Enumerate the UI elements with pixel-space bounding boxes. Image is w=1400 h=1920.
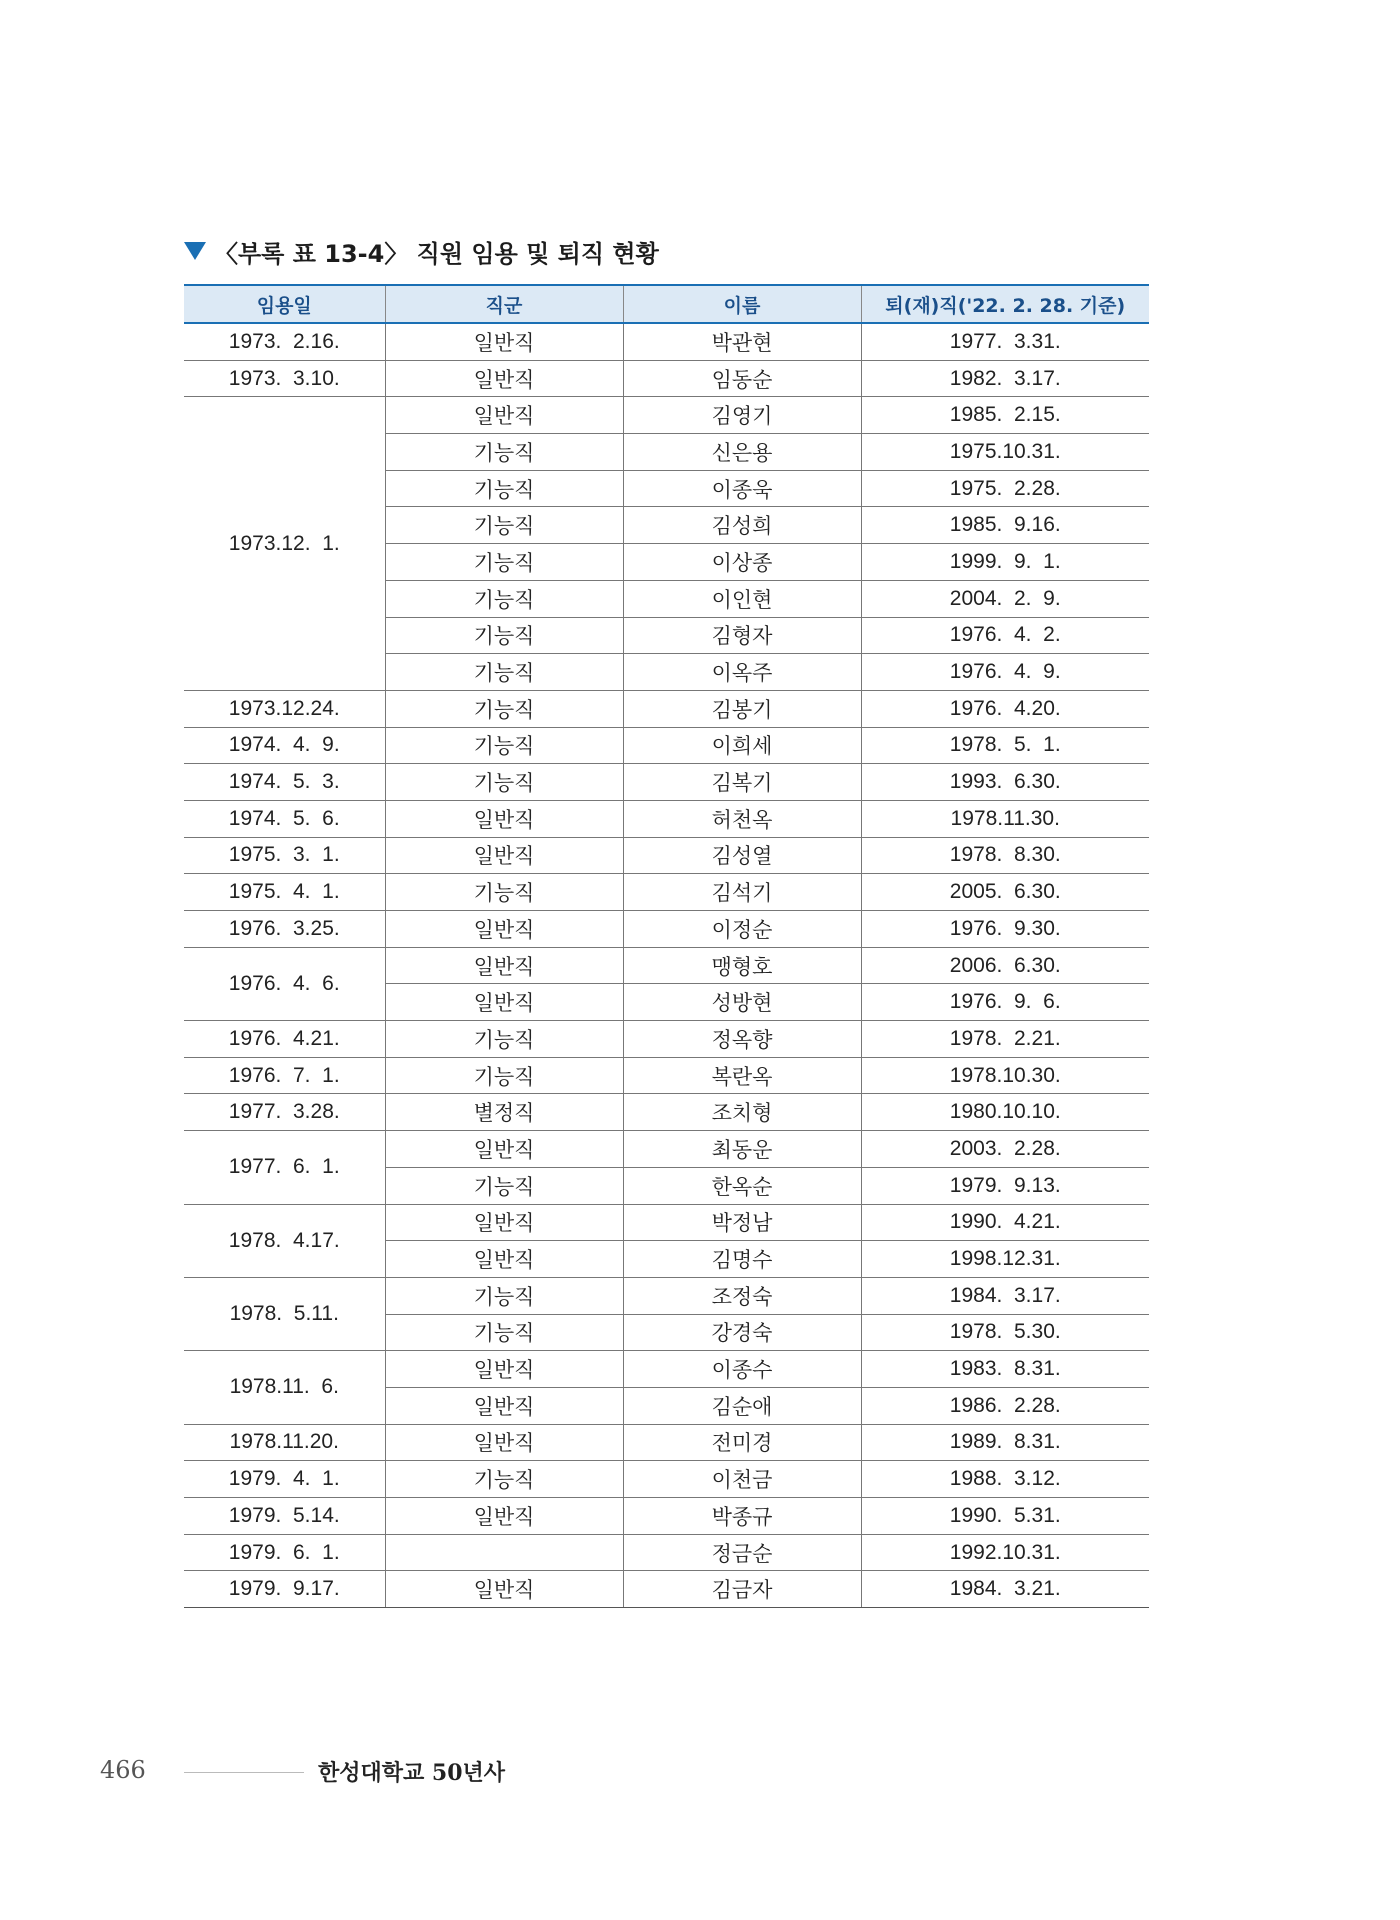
appointment-date-cell: 1978. 5.11. bbox=[184, 1277, 385, 1350]
appointment-date-cell: 1974. 4. 9. bbox=[184, 727, 385, 764]
job-group-cell: 일반직 bbox=[385, 360, 623, 397]
table-row bbox=[184, 1021, 1149, 1058]
table-row bbox=[184, 1277, 1149, 1314]
name-cell: 이정순 bbox=[623, 911, 861, 948]
job-group-cell: 기능직 bbox=[385, 1314, 623, 1351]
appointment-date-cell: 1978.11. 6. bbox=[184, 1351, 385, 1424]
name-cell: 이천금 bbox=[623, 1461, 861, 1498]
retirement-date-cell: 1976. 9.30. bbox=[861, 911, 1149, 948]
table-row bbox=[184, 690, 1149, 727]
name-cell: 김봉기 bbox=[623, 690, 861, 727]
job-group-cell: 기능직 bbox=[385, 544, 623, 581]
retirement-date-cell: 1978. 8.30. bbox=[861, 837, 1149, 874]
retirement-date-cell: 1992.10.31. bbox=[861, 1534, 1149, 1571]
name-cell: 이옥주 bbox=[623, 654, 861, 691]
name-cell: 박종규 bbox=[623, 1498, 861, 1535]
table-row bbox=[184, 1094, 1149, 1131]
job-group-cell: 일반직 bbox=[385, 1498, 623, 1535]
appointment-date-cell: 1979. 6. 1. bbox=[184, 1534, 385, 1571]
retirement-date-cell: 1998.12.31. bbox=[861, 1241, 1149, 1278]
name-cell: 김성희 bbox=[623, 507, 861, 544]
appointment-date-cell: 1973. 3.10. bbox=[184, 360, 385, 397]
job-group-cell: 일반직 bbox=[385, 984, 623, 1021]
job-group-cell: 일반직 bbox=[385, 837, 623, 874]
table-title-text: 〈부록 표 13-4〉 직원 임용 및 퇴직 현황 bbox=[214, 239, 659, 268]
appointment-date-cell: 1976. 4. 6. bbox=[184, 947, 385, 1020]
retirement-date-cell: 2005. 6.30. bbox=[861, 874, 1149, 911]
table-row bbox=[184, 397, 1149, 434]
name-cell: 복란옥 bbox=[623, 1057, 861, 1094]
name-cell: 이희세 bbox=[623, 727, 861, 764]
header-retirement: 퇴(재)직('22. 2. 28. 기준) bbox=[861, 285, 1149, 323]
table-row bbox=[184, 1498, 1149, 1535]
job-group-cell: 일반직 bbox=[385, 947, 623, 984]
name-cell: 전미경 bbox=[623, 1424, 861, 1461]
page-number: 466 bbox=[100, 1756, 146, 1784]
header-job-group: 직군 bbox=[385, 285, 623, 323]
retirement-date-cell: 2004. 2. 9. bbox=[861, 580, 1149, 617]
retirement-date-cell: 1984. 3.21. bbox=[861, 1571, 1149, 1608]
retirement-date-cell: 1986. 2.28. bbox=[861, 1387, 1149, 1424]
job-group-cell: 일반직 bbox=[385, 1424, 623, 1461]
table-title bbox=[184, 233, 659, 269]
retirement-date-cell: 1976. 4.20. bbox=[861, 690, 1149, 727]
job-group-cell: 기능직 bbox=[385, 507, 623, 544]
retirement-date-cell: 1978. 5.30. bbox=[861, 1314, 1149, 1351]
appointment-date-cell: 1976. 3.25. bbox=[184, 911, 385, 948]
name-cell: 김성열 bbox=[623, 837, 861, 874]
job-group-cell: 일반직 bbox=[385, 1387, 623, 1424]
table-header-row bbox=[184, 285, 1149, 323]
table-row bbox=[184, 1131, 1149, 1168]
retirement-date-cell: 1985. 9.16. bbox=[861, 507, 1149, 544]
name-cell: 박정남 bbox=[623, 1204, 861, 1241]
table-row bbox=[184, 947, 1149, 984]
triangle-marker-icon bbox=[184, 242, 206, 260]
table-body bbox=[184, 323, 1149, 1608]
job-group-cell: 기능직 bbox=[385, 874, 623, 911]
appointment-date-cell: 1979. 4. 1. bbox=[184, 1461, 385, 1498]
name-cell: 허천옥 bbox=[623, 800, 861, 837]
retirement-date-cell: 1975. 2.28. bbox=[861, 470, 1149, 507]
footer-divider bbox=[184, 1772, 304, 1773]
retirement-date-cell: 2006. 6.30. bbox=[861, 947, 1149, 984]
job-group-cell: 기능직 bbox=[385, 1277, 623, 1314]
name-cell: 조치형 bbox=[623, 1094, 861, 1131]
book-title: 한성대학교 50년사 bbox=[318, 1760, 506, 1786]
name-cell: 김영기 bbox=[623, 397, 861, 434]
appointment-date-cell: 1975. 3. 1. bbox=[184, 837, 385, 874]
name-cell: 김금자 bbox=[623, 1571, 861, 1608]
retirement-date-cell: 1980.10.10. bbox=[861, 1094, 1149, 1131]
retirement-date-cell: 1990. 5.31. bbox=[861, 1498, 1149, 1535]
retirement-date-cell: 1978.10.30. bbox=[861, 1057, 1149, 1094]
retirement-date-cell: 1976. 4. 9. bbox=[861, 654, 1149, 691]
retirement-date-cell: 1984. 3.17. bbox=[861, 1277, 1149, 1314]
retirement-date-cell: 1983. 8.31. bbox=[861, 1351, 1149, 1388]
table-row bbox=[184, 800, 1149, 837]
table-row bbox=[184, 360, 1149, 397]
appointment-date-cell: 1978.11.20. bbox=[184, 1424, 385, 1461]
job-group-cell: 기능직 bbox=[385, 580, 623, 617]
table-row bbox=[184, 911, 1149, 948]
job-group-cell: 기능직 bbox=[385, 617, 623, 654]
header-appointment-date: 임용일 bbox=[184, 285, 385, 323]
table-row bbox=[184, 1204, 1149, 1241]
appointment-date-cell: 1977. 3.28. bbox=[184, 1094, 385, 1131]
table-row bbox=[184, 727, 1149, 764]
staff-table bbox=[184, 284, 1149, 1608]
retirement-date-cell: 1978. 5. 1. bbox=[861, 727, 1149, 764]
retirement-date-cell: 1999. 9. 1. bbox=[861, 544, 1149, 581]
appointment-date-cell: 1974. 5. 3. bbox=[184, 764, 385, 801]
retirement-date-cell: 1985. 2.15. bbox=[861, 397, 1149, 434]
table-row bbox=[184, 1461, 1149, 1498]
retirement-date-cell: 1982. 3.17. bbox=[861, 360, 1149, 397]
job-group-cell: 기능직 bbox=[385, 1021, 623, 1058]
job-group-cell: 일반직 bbox=[385, 911, 623, 948]
table-row bbox=[184, 1424, 1149, 1461]
appointment-date-cell: 1975. 4. 1. bbox=[184, 874, 385, 911]
job-group-cell: 일반직 bbox=[385, 397, 623, 434]
name-cell: 김형자 bbox=[623, 617, 861, 654]
table-row bbox=[184, 1534, 1149, 1571]
name-cell: 김명수 bbox=[623, 1241, 861, 1278]
name-cell: 김순애 bbox=[623, 1387, 861, 1424]
name-cell: 이인현 bbox=[623, 580, 861, 617]
retirement-date-cell: 1989. 8.31. bbox=[861, 1424, 1149, 1461]
table-row bbox=[184, 764, 1149, 801]
retirement-date-cell: 1993. 6.30. bbox=[861, 764, 1149, 801]
name-cell: 김석기 bbox=[623, 874, 861, 911]
job-group-cell bbox=[385, 1534, 623, 1571]
job-group-cell: 일반직 bbox=[385, 1571, 623, 1608]
name-cell: 최동운 bbox=[623, 1131, 861, 1168]
job-group-cell: 기능직 bbox=[385, 1167, 623, 1204]
name-cell: 강경숙 bbox=[623, 1314, 861, 1351]
table-row bbox=[184, 837, 1149, 874]
name-cell: 맹형호 bbox=[623, 947, 861, 984]
retirement-date-cell: 1990. 4.21. bbox=[861, 1204, 1149, 1241]
retirement-date-cell: 1975.10.31. bbox=[861, 434, 1149, 471]
job-group-cell: 기능직 bbox=[385, 1057, 623, 1094]
name-cell: 조정숙 bbox=[623, 1277, 861, 1314]
retirement-date-cell: 1979. 9.13. bbox=[861, 1167, 1149, 1204]
appointment-date-cell: 1973.12.24. bbox=[184, 690, 385, 727]
job-group-cell: 별정직 bbox=[385, 1094, 623, 1131]
name-cell: 이상종 bbox=[623, 544, 861, 581]
name-cell: 정옥향 bbox=[623, 1021, 861, 1058]
job-group-cell: 기능직 bbox=[385, 690, 623, 727]
job-group-cell: 일반직 bbox=[385, 1204, 623, 1241]
retirement-date-cell: 1976. 9. 6. bbox=[861, 984, 1149, 1021]
retirement-date-cell: 1978.11.30. bbox=[861, 800, 1149, 837]
retirement-date-cell: 1976. 4. 2. bbox=[861, 617, 1149, 654]
table-row bbox=[184, 323, 1149, 360]
job-group-cell: 기능직 bbox=[385, 764, 623, 801]
appointment-date-cell: 1976. 7. 1. bbox=[184, 1057, 385, 1094]
name-cell: 임동순 bbox=[623, 360, 861, 397]
retirement-date-cell: 2003. 2.28. bbox=[861, 1131, 1149, 1168]
table-row bbox=[184, 1057, 1149, 1094]
appointment-date-cell: 1979. 9.17. bbox=[184, 1571, 385, 1608]
retirement-date-cell: 1977. 3.31. bbox=[861, 323, 1149, 360]
job-group-cell: 일반직 bbox=[385, 800, 623, 837]
job-group-cell: 기능직 bbox=[385, 470, 623, 507]
appointment-date-cell: 1978. 4.17. bbox=[184, 1204, 385, 1277]
table-row bbox=[184, 874, 1149, 911]
table-row bbox=[184, 1351, 1149, 1388]
name-cell: 김복기 bbox=[623, 764, 861, 801]
appointment-date-cell: 1976. 4.21. bbox=[184, 1021, 385, 1058]
name-cell: 정금순 bbox=[623, 1534, 861, 1571]
retirement-date-cell: 1978. 2.21. bbox=[861, 1021, 1149, 1058]
retirement-date-cell: 1988. 3.12. bbox=[861, 1461, 1149, 1498]
appointment-date-cell: 1974. 5. 6. bbox=[184, 800, 385, 837]
appointment-date-cell: 1973.12. 1. bbox=[184, 397, 385, 691]
job-group-cell: 일반직 bbox=[385, 1241, 623, 1278]
job-group-cell: 기능직 bbox=[385, 434, 623, 471]
name-cell: 한옥순 bbox=[623, 1167, 861, 1204]
name-cell: 이종수 bbox=[623, 1351, 861, 1388]
job-group-cell: 기능직 bbox=[385, 1461, 623, 1498]
job-group-cell: 일반직 bbox=[385, 1131, 623, 1168]
job-group-cell: 일반직 bbox=[385, 323, 623, 360]
appointment-date-cell: 1977. 6. 1. bbox=[184, 1131, 385, 1204]
appointment-date-cell: 1973. 2.16. bbox=[184, 323, 385, 360]
name-cell: 성방현 bbox=[623, 984, 861, 1021]
appointment-date-cell: 1979. 5.14. bbox=[184, 1498, 385, 1535]
header-name: 이름 bbox=[623, 285, 861, 323]
name-cell: 박관현 bbox=[623, 323, 861, 360]
table-row bbox=[184, 1571, 1149, 1608]
name-cell: 신은용 bbox=[623, 434, 861, 471]
job-group-cell: 기능직 bbox=[385, 654, 623, 691]
job-group-cell: 일반직 bbox=[385, 1351, 623, 1388]
name-cell: 이종욱 bbox=[623, 470, 861, 507]
job-group-cell: 기능직 bbox=[385, 727, 623, 764]
